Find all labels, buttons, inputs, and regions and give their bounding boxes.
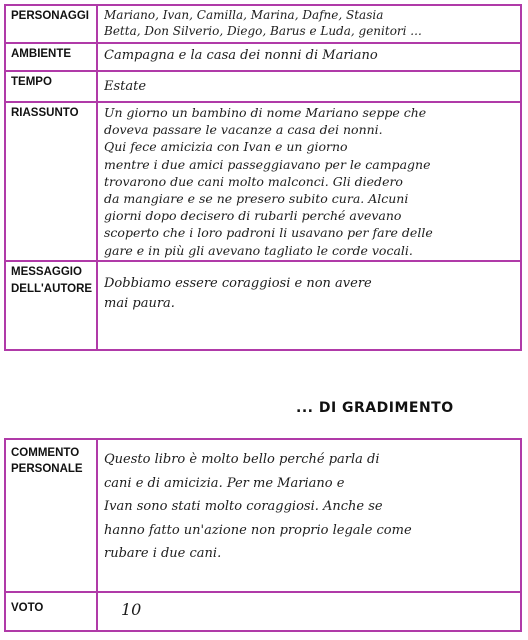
messaggio-text: Dobbiamo essere coraggiosi e non avere mai paura.	[104, 276, 372, 311]
section-title-gradimento: ... DI GRADIMENTO	[296, 400, 454, 416]
label-messaggio: MESSAGGIO DELL'AUTORE	[6, 262, 98, 349]
voto-text: 10	[121, 600, 142, 619]
row-voto	[6, 593, 520, 630]
label-voto: VOTO	[6, 593, 98, 630]
commento-text: Questo libro è molto bello perché parla di cani e di amicizia. Per me Mariano e Ivan sono stati molto coraggiosi. Anche se hanno fatto un'azione non proprio legale come rubare i due cani.	[104, 452, 412, 561]
appreciation-table	[4, 438, 522, 632]
label-tempo: TEMPO	[6, 72, 98, 101]
book-report-table	[4, 4, 522, 351]
personaggi-text: Mariano, Ivan, Camilla, Marina, Dafne, Stasia Betta, Don Silverio, Diego, Barus e Luda, genitori ...	[104, 8, 422, 38]
riassunto-text: Un giorno un bambino di nome Mariano seppe che doveva passare le vacanze a casa dei nonni. Qui fece amicizia con Ivan e un giorno mentre i due amici passeggiavano per le campagne trovarono due cani molto malconci. Gli diedero da mangiare e se ne presero subito cura. Alcuni giorni dopo decisero di rubarli perché avevano scoperto che i loro padroni li usavano per fare delle gare e in più gli avevano tagliato le corde vocali.	[104, 105, 433, 258]
label-commento: COMMENTO PERSONALE	[6, 440, 98, 591]
ambiente-text: Campagna e la casa dei nonni di Mariano	[104, 48, 378, 63]
label-ambiente: AMBIENTE	[6, 44, 98, 70]
label-personaggi: PERSONAGGI	[6, 6, 98, 42]
row-messaggio	[6, 262, 520, 349]
row-ambiente	[6, 44, 520, 72]
row-riassunto	[6, 103, 520, 262]
row-commento	[6, 440, 520, 593]
row-personaggi	[6, 6, 520, 44]
row-tempo	[6, 72, 520, 103]
tempo-text: Estate	[104, 79, 147, 94]
label-riassunto: RIASSUNTO	[6, 103, 98, 260]
